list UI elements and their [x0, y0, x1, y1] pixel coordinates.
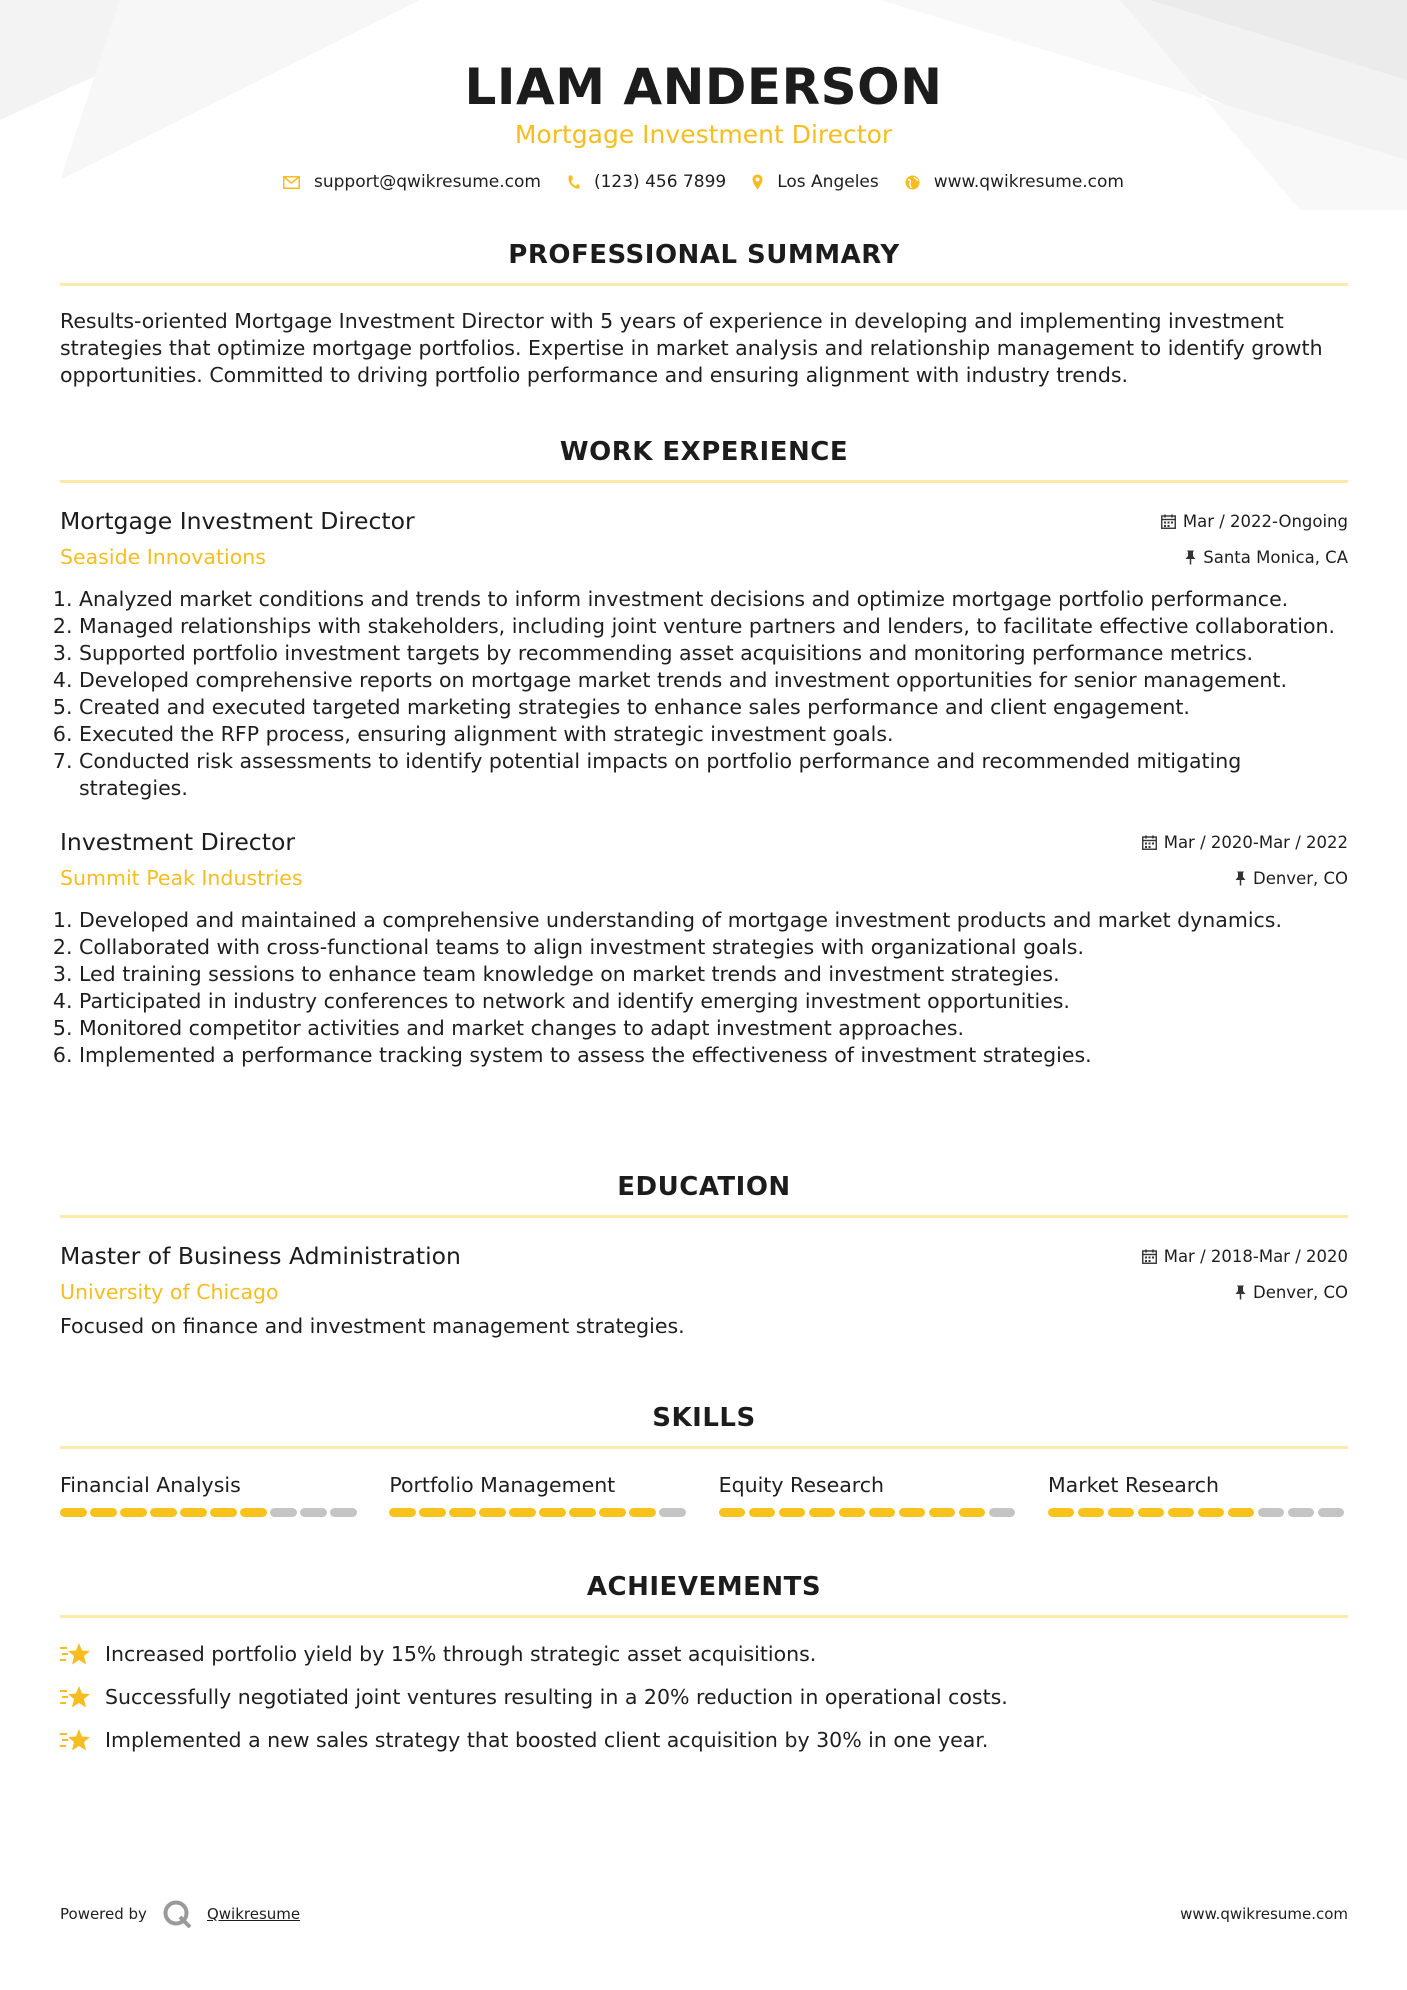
job-bullets	[60, 586, 1348, 802]
job-bullets	[60, 907, 1348, 1069]
skill-name: Financial Analysis	[60, 1473, 241, 1497]
bullet-item: 6. Implemented a performance tracking system to assess the effectiveness of investment strategies.	[79, 1042, 1348, 1069]
achievement-text: Increased portfolio yield by 15% through strategic asset acquisitions.	[105, 1642, 817, 1666]
section-divider	[60, 1446, 1348, 1449]
achievements-list	[60, 1642, 1348, 1752]
skill-dot-filled	[749, 1508, 776, 1517]
skill-dot-filled	[479, 1508, 506, 1517]
skill-dot-empty	[1288, 1508, 1315, 1517]
achievement-text: Implemented a new sales strategy that boosted client acquisition by 30% in one year.	[105, 1728, 989, 1752]
bullet-item: 7. Conducted risk assessments to identify potential impacts on portfolio performance and recommended mitigating strategies.	[79, 748, 1348, 802]
skill-item	[60, 1473, 360, 1517]
skill-dot-filled	[1048, 1508, 1075, 1517]
job-title: Mortgage Investment Director	[60, 507, 415, 535]
skill-dot-filled	[509, 1508, 536, 1517]
contact-phone[interactable]	[567, 172, 726, 192]
section-divider	[60, 480, 1348, 483]
skill-dot-filled	[180, 1508, 207, 1517]
website-text: www.qwikresume.com	[933, 172, 1124, 192]
skill-dot-filled	[60, 1508, 87, 1517]
skill-dot-filled	[599, 1508, 626, 1517]
calendar-icon	[1142, 1249, 1157, 1264]
skill-dot-filled	[719, 1508, 746, 1517]
skill-dot-filled	[150, 1508, 177, 1517]
bullet-item: 2. Managed relationships with stakeholders, including joint venture partners and lenders, to facilitate effective collaboration.	[79, 613, 1348, 640]
skill-dot-filled	[929, 1508, 956, 1517]
achievements-section	[60, 1572, 1348, 1752]
experience-heading: WORK EXPERIENCE	[559, 437, 849, 467]
job-dates	[1161, 512, 1348, 531]
star-icon	[60, 1728, 91, 1752]
skill-dot-filled	[569, 1508, 596, 1517]
education-heading: EDUCATION	[617, 1172, 791, 1202]
education-location	[1235, 1283, 1348, 1302]
job-entry	[60, 507, 1348, 802]
skills-heading: SKILLS	[652, 1403, 756, 1433]
job-location	[1235, 869, 1348, 888]
experience-section	[60, 437, 1348, 1069]
skill-dot-filled	[240, 1508, 267, 1517]
pushpin-icon	[1235, 871, 1246, 886]
qwikresume-logo-icon	[163, 1900, 193, 1928]
education-note: Focused on finance and investment management strategies.	[60, 1314, 685, 1338]
bullet-item: 1. Developed and maintained a comprehensive understanding of mortgage investment products and market dynamics.	[79, 907, 1348, 934]
powered-by	[60, 1900, 300, 1928]
skill-dot-filled	[1138, 1508, 1165, 1517]
bullet-item: 4. Participated in industry conferences to network and identify emerging investment opportunities.	[79, 988, 1348, 1015]
star-icon	[60, 1642, 91, 1666]
brand-link[interactable]: Qwikresume	[206, 1905, 301, 1923]
calendar-icon	[1161, 514, 1176, 529]
bullet-item: 5. Created and executed targeted marketing strategies to enhance sales performance and client engagement.	[79, 694, 1348, 721]
star-icon	[60, 1685, 91, 1709]
skill-dot-empty	[270, 1508, 297, 1517]
skill-dot-filled	[1198, 1508, 1225, 1517]
contact-website[interactable]	[905, 172, 1124, 192]
phone-icon	[567, 175, 580, 190]
globe-icon	[905, 175, 920, 190]
degree-title: Master of Business Administration	[60, 1242, 461, 1270]
achievement-text: Successfully negotiated joint ventures resulting in a 20% reduction in operational costs.	[105, 1685, 1008, 1709]
skill-dot-filled	[389, 1508, 416, 1517]
skills-section	[60, 1403, 1348, 1517]
section-divider	[60, 1215, 1348, 1218]
bullet-item: 6. Executed the RFP process, ensuring alignment with strategic investment goals.	[79, 721, 1348, 748]
skill-rating	[389, 1508, 689, 1517]
skill-dot-filled	[1108, 1508, 1135, 1517]
job-location	[1185, 548, 1348, 567]
summary-section	[60, 240, 1348, 389]
job-title: Investment Director	[60, 828, 295, 856]
pushpin-icon	[1185, 550, 1196, 565]
bullet-item: 1. Analyzed market conditions and trends to inform investment decisions and optimize mortgage portfolio performance.	[79, 586, 1348, 613]
summary-heading: PROFESSIONAL SUMMARY	[508, 240, 900, 270]
location-text: Santa Monica, CA	[1203, 547, 1348, 567]
email-text: support@qwikresume.com	[314, 172, 541, 192]
company-name: Summit Peak Industries	[60, 866, 303, 890]
skill-name: Equity Research	[718, 1473, 885, 1497]
skill-dot-filled	[90, 1508, 117, 1517]
education-dates	[1142, 1247, 1348, 1266]
location-text: Los Angeles	[777, 172, 879, 192]
phone-text: (123) 456 7899	[593, 172, 727, 192]
bullet-item: 5. Monitored competitor activities and market changes to adapt investment approaches.	[79, 1015, 1348, 1042]
candidate-name: LIAM ANDERSON	[464, 58, 943, 116]
skill-dot-filled	[899, 1508, 926, 1517]
skill-dot-empty	[989, 1508, 1016, 1517]
bullet-item: 4. Developed comprehensive reports on mortgage market trends and investment opportunities for senior management.	[79, 667, 1348, 694]
skill-dot-empty	[659, 1508, 686, 1517]
skill-dot-empty	[330, 1508, 357, 1517]
candidate-title: Mortgage Investment Director	[514, 120, 893, 149]
job-dates	[1142, 833, 1348, 852]
skill-name: Portfolio Management	[389, 1473, 616, 1497]
skills-list	[60, 1473, 1348, 1517]
skill-dot-filled	[539, 1508, 566, 1517]
skill-name: Market Research	[1047, 1473, 1220, 1497]
skill-dot-filled	[629, 1508, 656, 1517]
skill-item	[719, 1473, 1019, 1517]
section-divider	[60, 1615, 1348, 1618]
contact-email[interactable]	[283, 172, 541, 192]
job-entry	[60, 828, 1348, 1069]
skill-dot-filled	[869, 1508, 896, 1517]
skill-dot-filled	[1228, 1508, 1255, 1517]
map-pin-icon	[752, 174, 763, 190]
summary-text: Results-oriented Mortgage Investment Director with 5 years of experience in developing and implementing investment strategies that optimize mortgage portfolios. Expertise in market analysis and relationship management to identify growth opportunities. Committed to driving portfolio performance and ensuring alignment with industry trends.	[60, 309, 1323, 387]
skill-dot-empty	[1258, 1508, 1285, 1517]
dates-text: Mar / 2018-Mar / 2020	[1163, 1246, 1348, 1266]
skill-dot-empty	[300, 1508, 327, 1517]
contact-location	[752, 172, 879, 192]
skill-dot-filled	[959, 1508, 986, 1517]
skill-dot-filled	[210, 1508, 237, 1517]
powered-by-label: Powered by	[60, 1905, 147, 1923]
bullet-item: 3. Led training sessions to enhance team knowledge on market trends and investment strategies.	[79, 961, 1348, 988]
skill-item	[1048, 1473, 1348, 1517]
skill-dot-empty	[1318, 1508, 1345, 1517]
location-text: Denver, CO	[1252, 1282, 1348, 1302]
skill-dot-filled	[809, 1508, 836, 1517]
achievement-item	[60, 1642, 1348, 1666]
skill-rating	[60, 1508, 360, 1517]
contact-bar	[0, 172, 1407, 192]
achievement-item	[60, 1728, 1348, 1752]
achievements-heading: ACHIEVEMENTS	[586, 1572, 822, 1602]
calendar-icon	[1142, 835, 1157, 850]
company-name: Seaside Innovations	[60, 545, 266, 569]
skill-dot-filled	[419, 1508, 446, 1517]
skill-dot-filled	[1168, 1508, 1195, 1517]
education-section	[60, 1172, 1348, 1338]
school-name: University of Chicago	[60, 1280, 279, 1304]
dates-text: Mar / 2020-Mar / 2022	[1163, 832, 1348, 852]
skill-rating	[1048, 1508, 1348, 1517]
skill-dot-filled	[779, 1508, 806, 1517]
bullet-item: 3. Supported portfolio investment targets by recommending asset acquisitions and monitoring performance metrics.	[79, 640, 1348, 667]
footer-website[interactable]: www.qwikresume.com	[1180, 1905, 1348, 1923]
skill-dot-filled	[839, 1508, 866, 1517]
section-divider	[60, 283, 1348, 286]
education-entry	[60, 1242, 1348, 1338]
achievement-item	[60, 1685, 1348, 1709]
skill-rating	[719, 1508, 1019, 1517]
skill-dot-filled	[1078, 1508, 1105, 1517]
footer	[60, 1900, 1348, 1928]
envelope-icon	[283, 176, 300, 189]
dates-text: Mar / 2022-Ongoing	[1182, 511, 1348, 531]
skill-item	[389, 1473, 689, 1517]
skill-dot-filled	[120, 1508, 147, 1517]
skill-dot-filled	[449, 1508, 476, 1517]
location-text: Denver, CO	[1252, 868, 1348, 888]
bullet-item: 2. Collaborated with cross-functional teams to align investment strategies with organizational goals.	[79, 934, 1348, 961]
pushpin-icon	[1235, 1285, 1246, 1300]
